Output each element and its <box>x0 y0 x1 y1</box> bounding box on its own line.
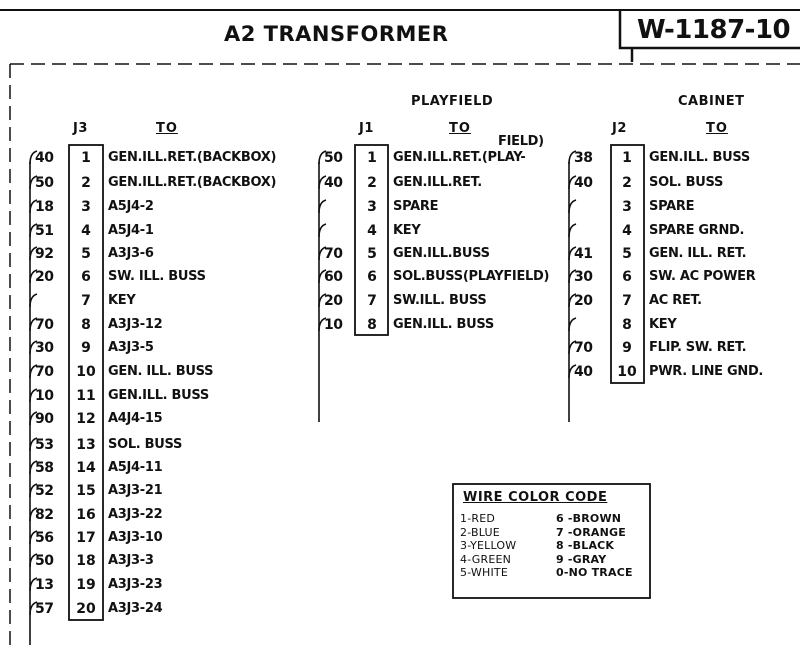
pin-destination: A3J3-23 <box>108 577 163 592</box>
pin-number: 3 <box>622 199 632 215</box>
pin-number: 2 <box>367 175 377 191</box>
wire-number: 20 <box>324 293 343 309</box>
pin-number: 8 <box>367 317 377 333</box>
wire-number: 40 <box>574 175 593 191</box>
wire-number: 58 <box>35 460 54 476</box>
pin-destination: KEY <box>108 293 136 308</box>
wire-number: 38 <box>574 150 593 166</box>
pin-destination: AC RET. <box>649 293 702 308</box>
pin-number: 2 <box>81 175 91 191</box>
pin-destination: SOL. BUSS <box>649 175 724 190</box>
color-code-entry: 1-RED <box>460 512 496 525</box>
wire-number: 10 <box>35 388 54 404</box>
color-code-title: WIRE COLOR CODE <box>463 490 608 505</box>
wire-number: 70 <box>35 317 54 333</box>
connector-j1-continuation: FIELD) <box>498 134 544 149</box>
wire-number: 57 <box>35 601 54 617</box>
pin-destination: GEN. ILL. RET. <box>649 246 747 261</box>
pin-destination: GEN.ILL.RET.(BACKBOX) <box>108 150 277 165</box>
pin-number: 1 <box>81 150 91 166</box>
pin-destination: SW.ILL. BUSS <box>393 293 487 308</box>
pin-number: 3 <box>367 199 377 215</box>
pin-destination: A4J4-15 <box>108 411 163 426</box>
color-code-entry: 6 -BROWN <box>556 512 622 525</box>
pin-number: 10 <box>617 364 637 380</box>
pin-destination: GEN.ILL. BUSS <box>649 150 750 165</box>
wire-number: 70 <box>574 340 593 356</box>
connector-j3-label: J3 <box>73 121 88 136</box>
pin-destination: GEN.ILL. BUSS <box>108 388 209 403</box>
pin-number: 7 <box>367 293 377 309</box>
wire-number: 30 <box>574 269 593 285</box>
pin-number: 7 <box>622 293 632 309</box>
wire-number: 70 <box>324 246 343 262</box>
pin-destination: A5J4-11 <box>108 460 163 475</box>
wire-entry-j2-3 <box>569 200 576 213</box>
pin-number: 4 <box>367 223 377 239</box>
pin-number: 4 <box>81 223 91 239</box>
pin-number: 16 <box>76 507 96 523</box>
pin-number: 4 <box>622 223 632 239</box>
wire-number: 56 <box>35 530 54 546</box>
pin-destination: A3J3-12 <box>108 317 163 332</box>
pin-number: 8 <box>622 317 632 333</box>
pin-number: 11 <box>76 388 96 404</box>
wire-number: 18 <box>35 199 54 215</box>
color-code-entry: 7 -ORANGE <box>556 525 626 539</box>
pin-destination: A3J3-21 <box>108 483 163 498</box>
wire-number: 52 <box>35 483 54 499</box>
color-code-entry: 8 -BLACK <box>556 539 615 552</box>
connector-j3-to-label: TO <box>156 121 178 136</box>
pin-destination: A3J3-5 <box>108 340 154 355</box>
connector-j1-label: J1 <box>359 121 374 136</box>
pin-destination: KEY <box>393 223 421 238</box>
drawing-number: W-1187-10 <box>637 15 791 45</box>
pin-destination: PWR. LINE GND. <box>649 364 764 379</box>
wire-number: 40 <box>35 150 54 166</box>
wire-number: 60 <box>324 269 343 285</box>
wire-number: 40 <box>574 364 593 380</box>
pin-destination: SPARE <box>393 199 439 214</box>
pin-destination: A3J3-22 <box>108 507 163 522</box>
pin-number: 14 <box>76 460 96 476</box>
pin-number: 13 <box>76 437 96 453</box>
pin-destination: GEN.ILL.RET.(BACKBOX) <box>108 175 277 190</box>
color-code-entry: 4-GREEN <box>460 552 512 566</box>
wire-number: 20 <box>574 293 593 309</box>
wire-number: 20 <box>35 269 54 285</box>
wire-number: 50 <box>324 150 343 166</box>
pin-number: 6 <box>622 269 632 285</box>
wire-entry-j2-8 <box>569 318 576 331</box>
pin-destination: GEN.ILL. BUSS <box>393 317 494 332</box>
pin-number: 1 <box>622 150 632 166</box>
connector-j2-to-label: TO <box>706 121 728 136</box>
pin-destination: FLIP. SW. RET. <box>649 340 747 355</box>
pin-destination: GEN.ILL.RET. <box>393 175 482 190</box>
pin-destination: GEN. ILL. BUSS <box>108 364 214 379</box>
connector-j1-to-label: TO <box>449 121 471 136</box>
pin-destination: SPARE GRND. <box>649 223 745 238</box>
pin-number: 5 <box>622 246 632 262</box>
color-code-entry: 9 -GRAY <box>556 552 607 566</box>
pin-number: 9 <box>81 340 91 356</box>
wire-number: 13 <box>35 577 54 593</box>
pin-number: 6 <box>367 269 377 285</box>
pin-destination: SOL. BUSS <box>108 437 183 452</box>
pin-destination: A3J3-3 <box>108 553 154 568</box>
color-code-entry: 0-NO TRACE <box>556 566 633 579</box>
pin-destination: A5J4-2 <box>108 199 154 214</box>
pin-number: 20 <box>76 601 96 617</box>
wire-number: 53 <box>35 437 54 453</box>
wire-number: 82 <box>35 507 54 523</box>
pin-destination: SW. ILL. BUSS <box>108 269 206 284</box>
pin-destination: A5J4-1 <box>108 223 154 238</box>
pin-number: 7 <box>81 293 91 309</box>
pin-destination: GEN.ILL.RET.(PLAY- <box>393 150 526 165</box>
pin-destination: SPARE <box>649 199 695 214</box>
pin-number: 6 <box>81 269 91 285</box>
wire-number: 50 <box>35 553 54 569</box>
wire-number: 40 <box>324 175 343 191</box>
pin-number: 9 <box>622 340 632 356</box>
color-code-entry: 2-BLUE <box>460 525 500 539</box>
pin-number: 1 <box>367 150 377 166</box>
pin-destination: A3J3-6 <box>108 246 154 261</box>
connector-j2-group-label: CABINET <box>678 94 745 109</box>
pin-number: 19 <box>76 577 96 593</box>
pin-number: 3 <box>81 199 91 215</box>
wire-number: 30 <box>35 340 54 356</box>
wire-number: 51 <box>35 223 54 239</box>
wire-entry-j1-3 <box>319 200 326 213</box>
pin-number: 18 <box>76 553 96 569</box>
pin-destination: SW. AC POWER <box>649 269 756 284</box>
pin-destination: SOL.BUSS(PLAYFIELD) <box>393 269 550 284</box>
pin-number: 5 <box>367 246 377 262</box>
wire-number: 92 <box>35 246 54 262</box>
pin-number: 17 <box>76 530 96 546</box>
connector-j1-group-label: PLAYFIELD <box>411 94 494 109</box>
wire-entry-j2-4 <box>569 224 576 237</box>
diagram-title: A2 TRANSFORMER <box>224 22 449 46</box>
pin-number: 2 <box>622 175 632 191</box>
wire-entry-j3-7 <box>30 294 37 307</box>
pin-number: 15 <box>76 483 96 499</box>
pin-destination: GEN.ILL.BUSS <box>393 246 490 261</box>
pin-number: 10 <box>76 364 96 380</box>
wire-number: 50 <box>35 175 54 191</box>
connector-j2-label: J2 <box>612 121 627 136</box>
wire-number: 10 <box>324 317 343 333</box>
pin-destination: A3J3-10 <box>108 530 163 545</box>
pin-destination: A3J3-24 <box>108 601 163 616</box>
wire-number: 70 <box>35 364 54 380</box>
pin-number: 8 <box>81 317 91 333</box>
wire-entry-j1-4 <box>319 224 326 237</box>
wire-number: 90 <box>35 411 54 427</box>
pin-destination: KEY <box>649 317 677 332</box>
pin-number: 5 <box>81 246 91 262</box>
pin-number: 12 <box>76 411 96 427</box>
color-code-entry: 3-YELLOW <box>460 539 517 552</box>
wire-number: 41 <box>574 246 593 262</box>
color-code-entry: 5-WHITE <box>460 566 508 579</box>
connector-j3-body <box>69 145 103 620</box>
